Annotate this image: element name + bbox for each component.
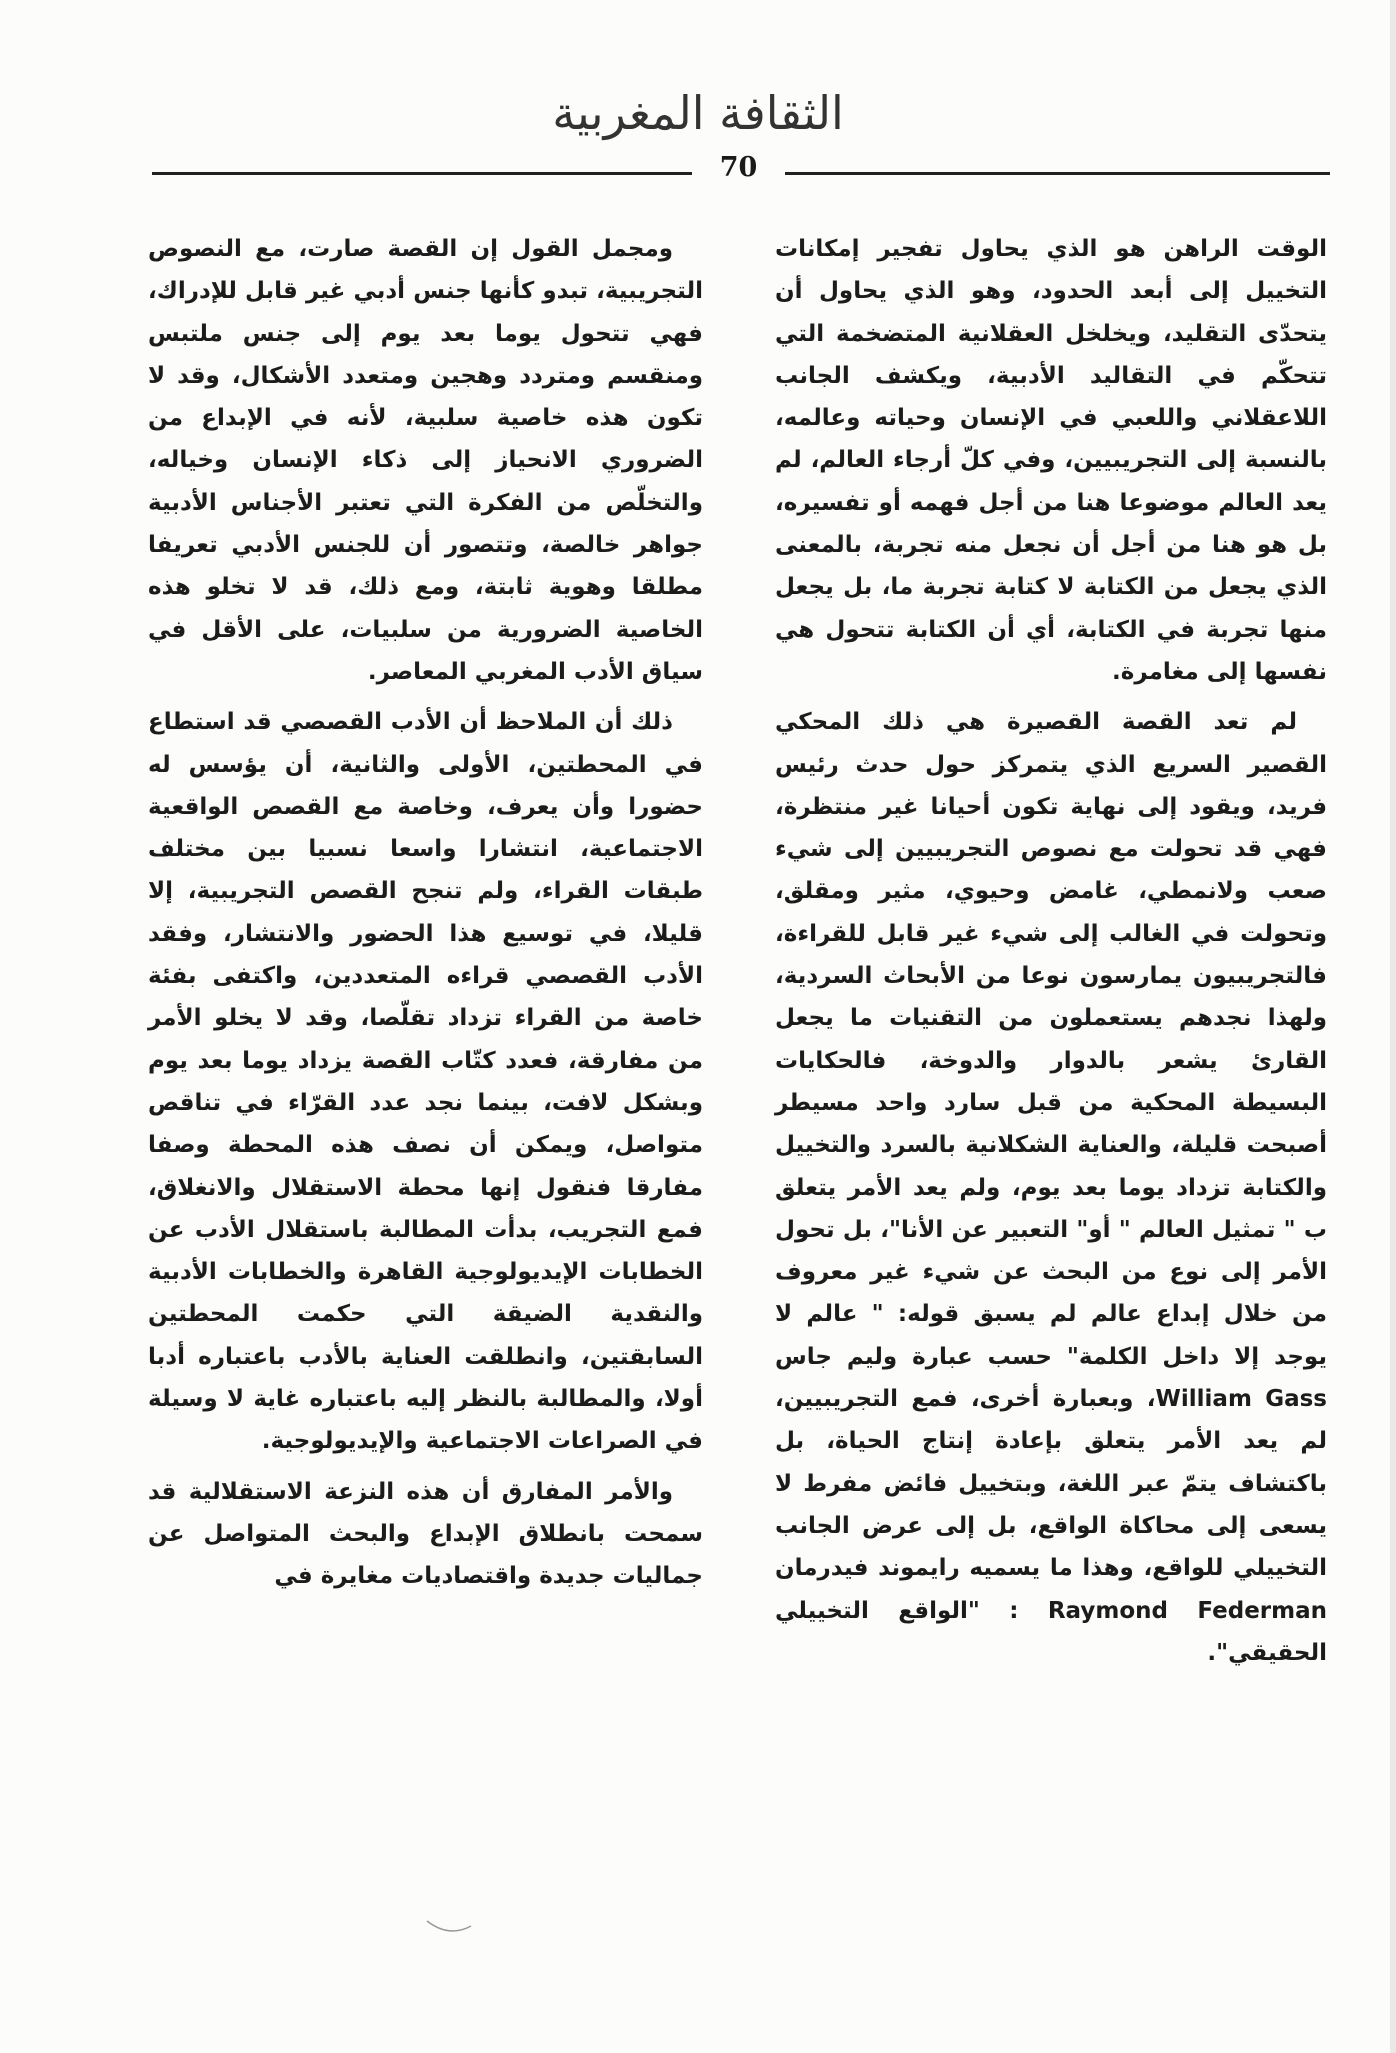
right-column (775, 228, 1327, 1682)
left-paragraph-2: ذلك أن الملاحظ أن الأدب القصصي قد استطاع في المحطتين، الأولى والثانية، أن يؤسس له حضورا وأن يعرف، وخاصة مع القصص الواقعية الاجتماعية، انتشارا واسعا نسبيا بين مختلف طبقات القراء، ولم تنجح القصص التجريبية، إلا قليلا، في توسيع هذا الحضور والانتشار، وفقد الأدب القصصي قراءه المتعددين، واكتفى بفئة خاصة من القراء تزداد تقلّصا، وقد لا يخلو الأمر من مفارقة، فعدد كتّاب القصة يزداد يوما بعد يوم وبشكل لافت، بينما نجد عدد القرّاء في تناقص متواصل، ويمكن أن نصف هذه المحطة وصفا مفارقا فنقول إنها محطة الاستقلال والانغلاق، فمع التجريب، بدأت المطالبة باستقلال الأدب عن الخطابات الإيديولوجية القاهرة والخطابات الأدبية والنقدية الضيقة التي حكمت المحطتين السابقتين، وانطلقت العناية بالأدب باعتباره أدبا أولا، والمطالبة بالنظر إليه باعتباره غاية لا وسيلة في الصراعات الاجتماعية والإيديولوجية. (148, 709, 703, 1455)
left-column (148, 228, 703, 1606)
header-rule-left (152, 172, 692, 175)
header-rule-right (785, 172, 1330, 175)
left-paragraph-3: والأمر المفارق أن هذه النزعة الاستقلالية قد سمحت بانطلاق الإبداع والبحث المتواصل عن جماليات جديدة واقتصاديات مغايرة في (148, 1478, 703, 1590)
page-edge (1390, 0, 1396, 2053)
left-paragraph-1: ومجمل القول إن القصة صارت، مع النصوص التجريبية، تبدو كأنها جنس أدبي غير قابل للإدراك، فهي تتحول يوما بعد يوم إلى جنس ملتبس ومنقسم ومتردد وهجين ومتعدد الأشكال، وقد لا تكون هذه خاصية سلبية، لأنه في الإبداع من الضروري الانحياز إلى ذكاء الإنسان وخياله، والتخلّص من الفكرة التي تعتبر الأجناس الأدبية جواهر خالصة، وتتصور أن للجنس الأدبي تعريفا مطلقا وهوية ثابتة، ومع ذلك، قد لا تخلو هذه الخاصية الضرورية من سلبيات، على الأقل في سياق الأدب المغربي المعاصر. (148, 236, 703, 685)
footer-mark-icon (425, 1918, 473, 1936)
right-paragraph-1: الوقت الراهن هو الذي يحاول تفجير إمكانات التخييل إلى أبعد الحدود، وهو الذي يحاول أن يتحدّى التقليد، ويخلخل العقلانية المتضخمة التي تتحكّم في التقاليد الأدبية، ويكشف الجانب اللاعقلاني واللعبي في الإنسان وحياته وعالمه، بالنسبة إلى التجريبيين، وفي كلّ أرجاء العالم، لم يعد العالم موضوعا هنا من أجل فهمه أو تفسيره، بل هو هنا من أجل أن نجعل منه تجربة، بالمعنى الذي يجعل من الكتابة لا كتابة تجربة ما، بل يجعل منها تجربة في الكتابة، أي أن الكتابة تتحول هي نفسها إلى مغامرة. (775, 236, 1327, 685)
page-number: 70 (719, 152, 758, 183)
journal-title: الثقافة المغربية (552, 86, 844, 140)
right-paragraph-2: لم تعد القصة القصيرة هي ذلك المحكي القصير السريع الذي يتمركز حول حدث رئيس فريد، ويقود إلى نهاية تكون أحيانا غير منتظرة، فهي قد تحولت مع نصوص التجريبيين إلى شيء صعب ولانمطي، غامض وحيوي، مثير ومقلق، وتحولت في الغالب إلى شيء غير قابل للقراءة، فالتجريبيون يمارسون نوعا من الأبحاث السردية، ولهذا نجدهم يستعملون من التقنيات ما يجعل القارئ يشعر بالدوار والدوخة، فالحكايات البسيطة المحكية من قبل سارد واحد مسيطر أصبحت قليلة، والعناية الشكلانية بالسرد والتخييل والكتابة تزداد يوما بعد يوم، ولم يعد الأمر يتعلق ب " تمثيل العالم " أو" التعبير عن الأنا"، بل تحول الأمر إلى نوع من البحث عن شيء غير معروف من خلال إبداع عالم لم يسبق قوله: " عالم لا يوجد إلا داخل الكلمة" حسب عبارة وليم جاس William Gass، وبعبارة أخرى، فمع التجريبيين، لم يعد الأمر يتعلق بإعادة إنتاج الحياة، بل باكتشاف يتمّ عبر اللغة، وبتخييل فائض مفرط لا يسعى إلى محاكاة الواقع، بل إلى عرض الجانب التخييلي للواقع، وهذا ما يسميه رايموند فيدرمان Raymond Federman : "الواقع التخييلي الحقيقي". (775, 709, 1327, 1666)
